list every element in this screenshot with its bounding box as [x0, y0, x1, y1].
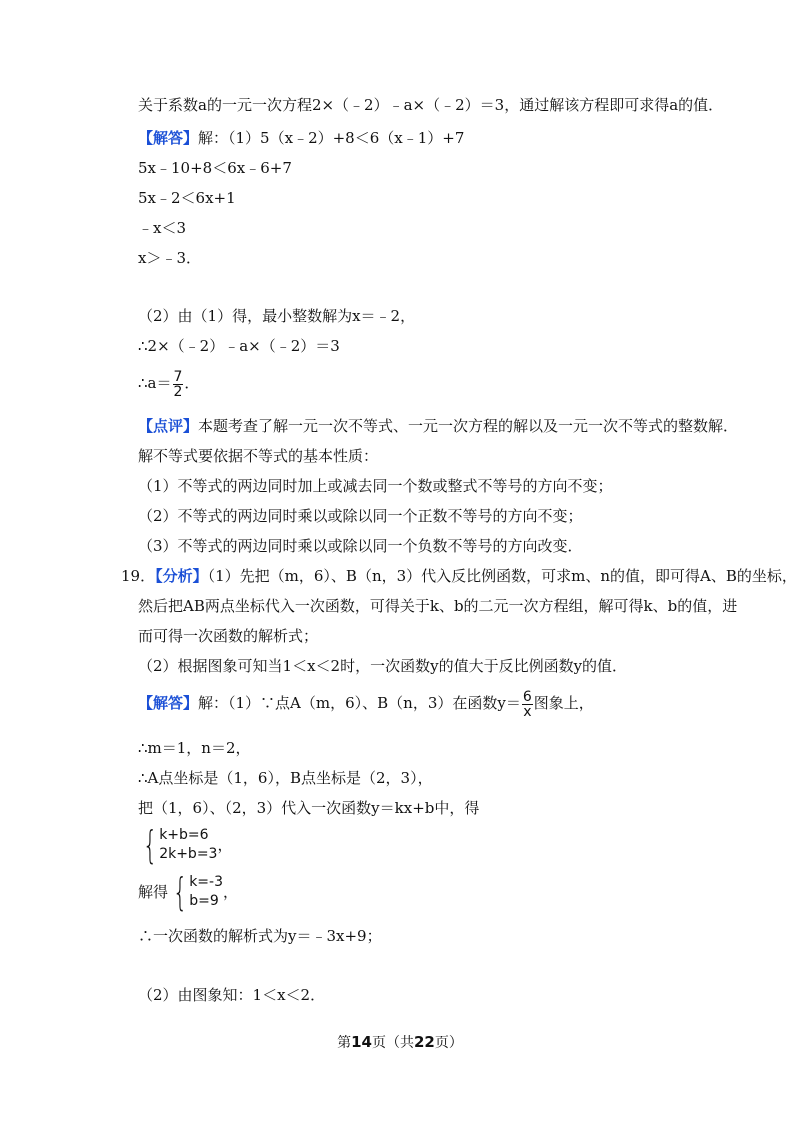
fraction	[522, 690, 533, 719]
text-line: （2）根据图象可知当1＜x＜2时，一次函数y的值大于反比例函数y的值．	[138, 657, 628, 675]
footer-text: 页（共	[372, 1035, 414, 1051]
system-equation-2: 2k+b=3	[159, 846, 218, 862]
page-footer	[0, 1032, 800, 1052]
text-line: ∴A点坐标是（1，6），B点坐标是（2，3），	[138, 769, 433, 787]
system-equation-1: k=-3	[189, 874, 223, 890]
answer-line	[138, 128, 464, 148]
text-line: ∴m＝1，n＝2，	[138, 739, 251, 757]
left-brace: {	[172, 870, 188, 914]
analysis-tag: 【分析】	[155, 567, 208, 585]
question-number: 19．	[121, 567, 156, 585]
fraction-denominator: 2	[173, 383, 183, 400]
text-segment: ，	[223, 883, 239, 901]
footer-text: 页）	[434, 1035, 463, 1051]
text-segment: 解：（1）∵点A（m，6）、B（n，3）在函数y＝	[198, 694, 521, 712]
text-segment: ∴a＝	[138, 374, 172, 392]
page-total: 22	[414, 1033, 435, 1051]
text-line: 解：（1）5（x﹣2）+8＜6（x﹣1）+7	[198, 129, 465, 147]
analysis-line	[121, 566, 797, 586]
text-line: （2）不等式的两边同时乘以或除以同一个正数不等号的方向不变；	[138, 507, 583, 525]
fraction-line	[138, 366, 199, 400]
text-line: x＞﹣3．	[138, 249, 202, 267]
text-line: （3）不等式的两边同时乘以或除以同一个负数不等号的方向改变．	[138, 537, 583, 555]
text-line: 解不等式要依据不等式的基本性质：	[138, 447, 379, 465]
fraction	[173, 370, 184, 399]
text-line: （1）不等式的两边同时加上或减去同一个数或整式不等号的方向不变；	[138, 477, 613, 495]
comment-line	[138, 416, 738, 436]
text-line: ﹣x＜3	[138, 219, 187, 237]
text-line: 本题考查了解一元一次不等式、一元一次方程的解以及一元一次不等式的整数解．	[198, 417, 739, 435]
text-line: ∴2×（﹣2）﹣a×（﹣2）＝3	[138, 337, 340, 355]
text-line: 把（1，6）、（2，3）代入一次函数y＝kx+b中，得	[138, 799, 480, 817]
text-line: 而可得一次函数的解析式；	[138, 627, 319, 645]
footer-text: 第	[337, 1035, 352, 1051]
left-brace: {	[142, 823, 158, 867]
fraction-denominator: x	[523, 703, 532, 720]
fraction-numerator: 7	[173, 368, 183, 385]
system-equation-1: k+b=6	[159, 827, 209, 843]
text-line: （2）由（1）得，最小整数解为x＝﹣2，	[138, 307, 416, 325]
text-segment: ，	[217, 836, 233, 854]
text-line: ∴一次函数的解析式为y＝﹣3x+9；	[138, 927, 382, 945]
text-line: 然后把AB两点坐标代入一次函数，可得关于k、b的二元一次方程组，解可得k、b的值，进	[138, 597, 738, 615]
text-line: 5x﹣2＜6x+1	[138, 189, 236, 207]
text-segment: ．	[184, 374, 200, 392]
system-equation-2: b=9	[189, 893, 219, 909]
answer-tag: 【解答】	[138, 694, 199, 712]
text-line: （2）由图象知：1＜x＜2．	[138, 986, 326, 1004]
page-number: 14	[351, 1033, 372, 1051]
text-line: 关于系数a的一元一次方程2×（﹣2）﹣a×（﹣2）＝3，通过解该方程即可求得a的值．	[138, 96, 724, 114]
text-segment: 解得	[138, 883, 169, 901]
text-line: （1）先把（m，6）、B（n，3）代入反比例函数，可求m、n的值，即可得A、B的坐标，	[207, 567, 797, 585]
text-line: 5x﹣10+8＜6x﹣6+7	[138, 159, 292, 177]
answer-tag: 【解答】	[138, 129, 199, 147]
solution-system	[138, 870, 239, 914]
equation-system	[138, 823, 233, 867]
text-segment: 图象上，	[533, 694, 594, 712]
fraction-numerator: 6	[522, 688, 532, 705]
comment-tag: 【点评】	[138, 417, 199, 435]
answer-line	[138, 686, 594, 720]
